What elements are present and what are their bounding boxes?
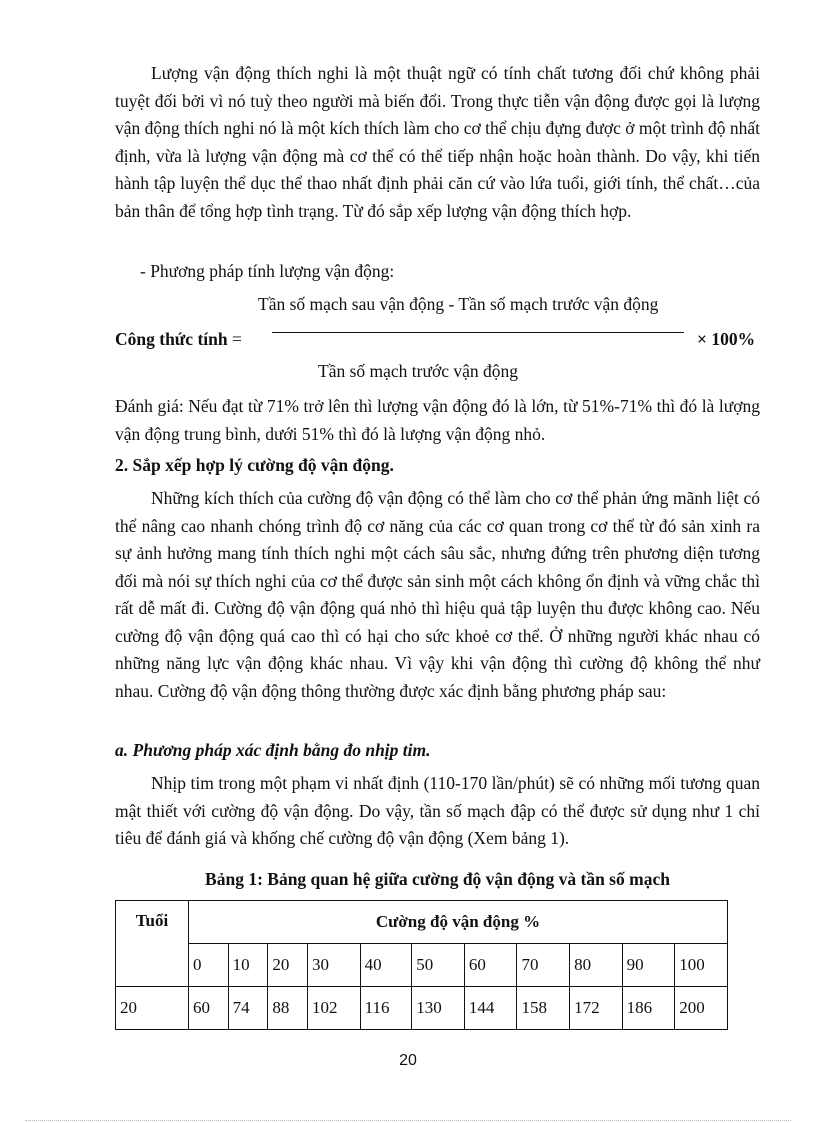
- pulse-value-cell: 130: [412, 987, 465, 1030]
- pulse-value-cell: 172: [570, 987, 623, 1030]
- intensity-level-cell: 70: [517, 944, 570, 987]
- pulse-value-cell: 158: [517, 987, 570, 1030]
- pulse-value-cell: 60: [189, 987, 229, 1030]
- intensity-level-cell: 90: [622, 944, 675, 987]
- pulse-value-cell: 200: [675, 987, 728, 1030]
- subsection-heading-a: a. Phương pháp xác định bằng đo nhịp tim.: [115, 740, 431, 760]
- paragraph-evaluation: Đánh giá: Nếu đạt từ 71% trở lên thì lượng vận động đó là lớn, từ 51%-71% thì đó là lượng vận động trung bình, dưới 51% thì đó là lượng vận động nhỏ.: [115, 396, 760, 444]
- table-caption: Bảng 1: Bảng quan hệ giữa cường độ vận động và tần số mạch: [205, 869, 670, 889]
- page-bottom-rule: [25, 1120, 791, 1121]
- table-header-row: [116, 901, 728, 944]
- pulse-value-cell: 88: [268, 987, 308, 1030]
- intensity-level-cell: 60: [464, 944, 517, 987]
- paragraph-intensity: Những kích thích của cường độ vận động có thể làm cho cơ thể phản ứng mãnh liệt có thể nâng cao nhanh chóng trình độ cơ năng của các cơ quan trong cơ thể từ đó sản xinh ra sự ảnh hưởng mang tính thích nghi một cách sâu sắc, nhưng đứng trên phương diện tương đối mà nói sự thích nghi của cơ thể được sản sinh một cách không ổn định và vững chắc thì rất dễ mất đi. Cường độ vận động quá nhỏ thì hiệu quả tập luyện thu được không cao. Nếu cường độ vận động quá cao thì có hại cho sức khoẻ cơ thể. Ở những người khác nhau có những năng lực vận động khác nhau. Vì vậy khi vận động thì cường độ không thể như nhau. Cường độ vận động thông thường được xác định bằng phương pháp sau:: [115, 488, 760, 701]
- intensity-level-cell: 100: [675, 944, 728, 987]
- formula-label: [115, 326, 242, 353]
- intensity-level-cell: 10: [228, 944, 268, 987]
- pulse-value-cell: 102: [307, 987, 360, 1030]
- intensity-level-cell: 30: [307, 944, 360, 987]
- fraction-bar: [272, 332, 684, 333]
- intensity-level-cell: 50: [412, 944, 465, 987]
- bullet-calculation-method: - Phương pháp tính lượng vận động:: [140, 261, 395, 281]
- formula-multiplier: × 100%: [697, 329, 756, 349]
- page-number: 20: [399, 1052, 417, 1069]
- intensity-group-header: Cường độ vận động %: [189, 901, 728, 944]
- pulse-value-cell: 116: [360, 987, 412, 1030]
- intensity-level-cell: 20: [268, 944, 308, 987]
- intensity-level-cell: 0: [189, 944, 229, 987]
- formula-label-text: Công thức tính: [115, 329, 228, 349]
- formula-denominator: Tần số mạch trước vận động: [318, 361, 519, 381]
- intensity-table: [115, 900, 728, 1030]
- intensity-level-cell: 40: [360, 944, 412, 987]
- age-column-header: Tuổi: [116, 901, 189, 987]
- intensity-levels-row: [116, 944, 728, 987]
- paragraph-adaptive-load: Lượng vận động thích nghi là một thuật ngữ có tính chất tương đối chứ không phải tuyệt đối bởi vì nó tuỳ theo người mà biến đổi. Trong thực tiễn vận động được gọi là lượng vận động thích nghi nó là một kích thích làm cho cơ thể chịu đựng được ở một trình độ nhất định, vừa là lượng vận động mà cơ thể có thể tiếp nhận hoặc hoàn thành. Do vậy, khi tiến hành tập luyện thể dục thể thao nhất định phải căn cứ vào lứa tuổi, giới tính, thể chất…của bản thân để tổng hợp tình trạng. Từ đó sắp xếp lượng vận động thích hợp.: [115, 63, 760, 221]
- table-row: [116, 987, 728, 1030]
- pulse-value-cell: 74: [228, 987, 268, 1030]
- intensity-level-cell: 80: [570, 944, 623, 987]
- formula-equals: =: [227, 329, 242, 349]
- paragraph-heart-rate: Nhịp tim trong một phạm vi nhất định (110-170 lần/phút) sẽ có những mối tương quan mật thiết với cường độ vận động. Do vậy, tần số mạch đập có thể được sử dụng như 1 chỉ tiêu để đánh giá và khống chế cường độ vận động (Xem bảng 1).: [115, 773, 760, 848]
- pulse-value-cell: 186: [622, 987, 675, 1030]
- formula-numerator: Tần số mạch sau vận động - Tần số mạch trước vận động: [258, 294, 659, 314]
- section-heading-2: 2. Sắp xếp hợp lý cường độ vận động.: [115, 455, 394, 475]
- age-cell: 20: [116, 987, 189, 1030]
- pulse-value-cell: 144: [464, 987, 517, 1030]
